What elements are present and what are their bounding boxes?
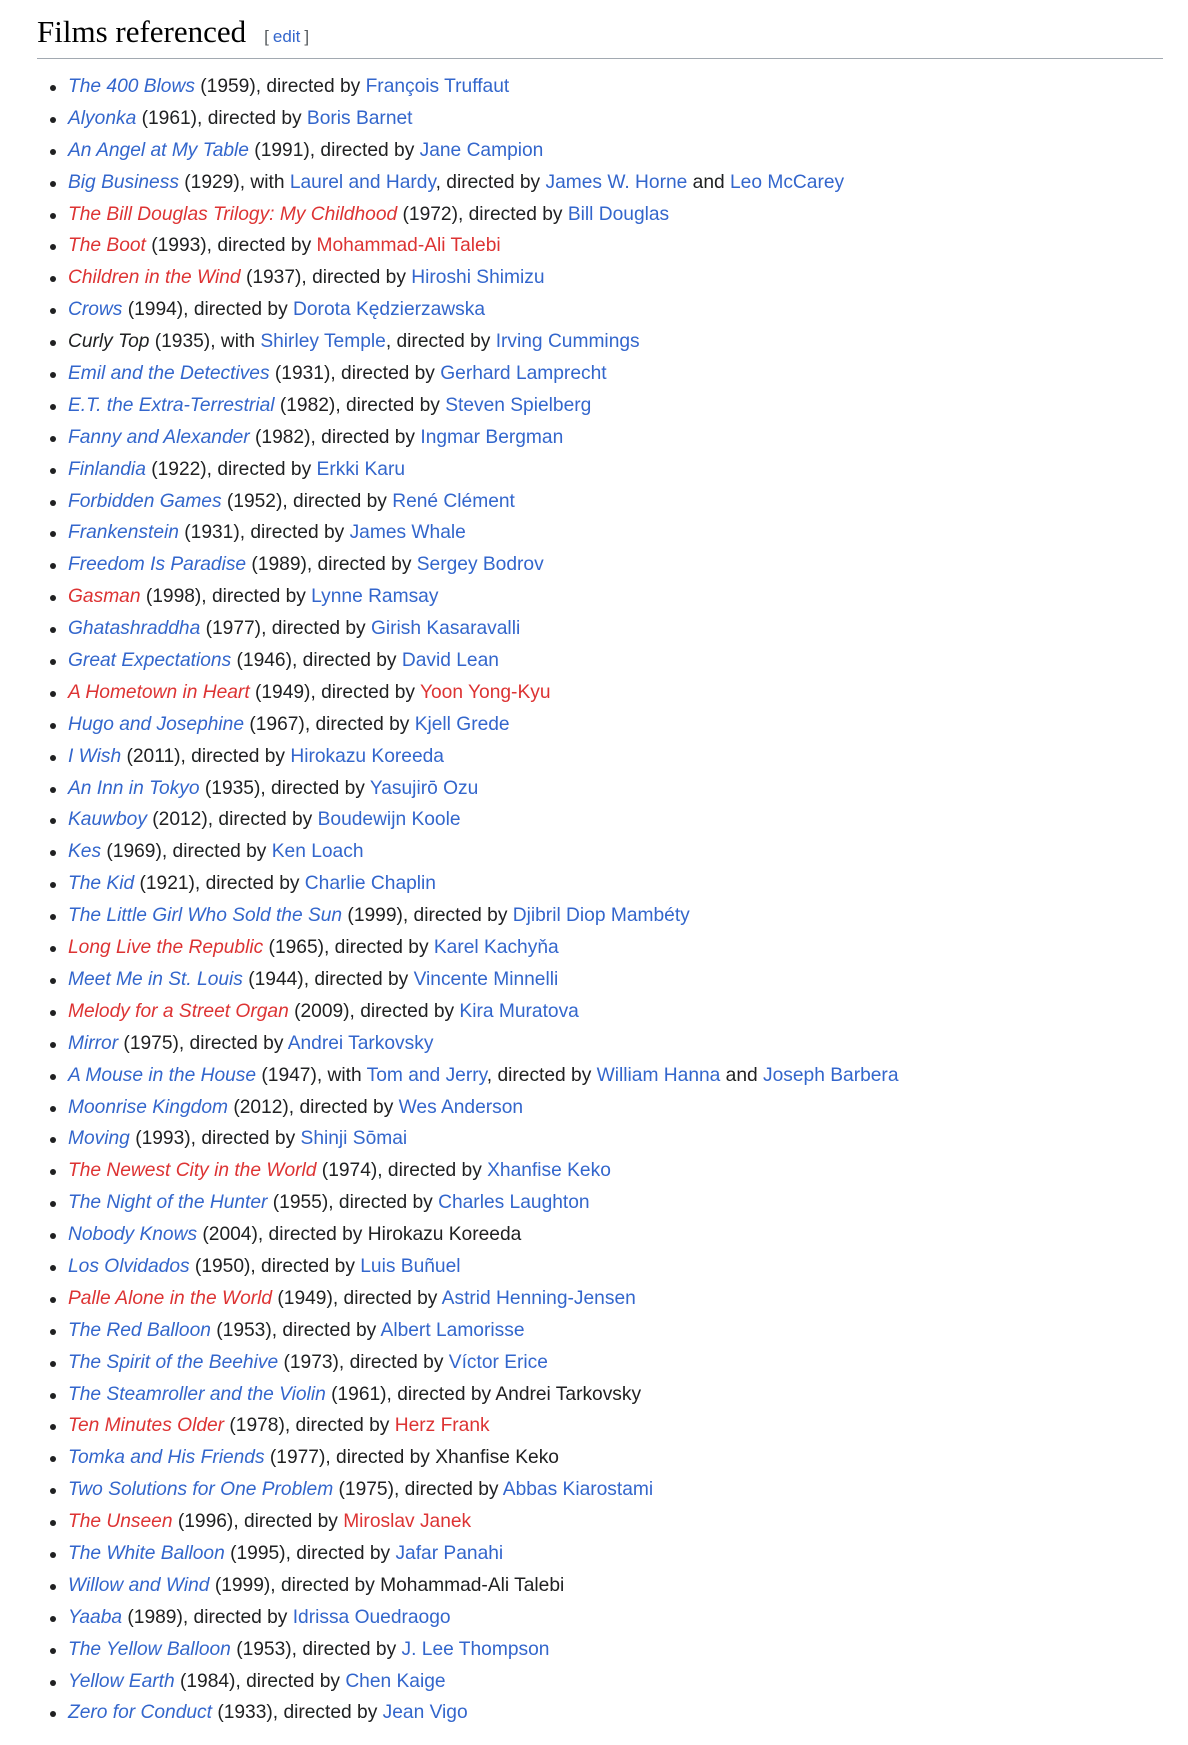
film-detail-text: (1989), directed by (122, 1606, 293, 1628)
list-item (50, 1410, 1163, 1442)
person-link[interactable]: Víctor Erice (448, 1351, 548, 1373)
film-title-link[interactable]: The Newest City in the World (68, 1160, 317, 1182)
film-detail-text: (1974), directed by (316, 1160, 488, 1182)
edit-bracket-close: ] (304, 27, 310, 46)
list-item (50, 741, 1163, 773)
film-title-link[interactable]: Forbidden Games (68, 490, 222, 512)
person-link[interactable]: Ken Loach (271, 841, 364, 863)
film-detail-text: (1944), directed by (242, 968, 414, 990)
person-link[interactable]: Idrissa Ouedraogo (292, 1606, 451, 1628)
person-link[interactable]: Shirley Temple (260, 331, 386, 353)
film-title-link[interactable]: The Night of the Hunter (68, 1192, 268, 1214)
person-link[interactable]: David Lean (401, 650, 499, 672)
film-title-link[interactable]: The Yellow Balloon (68, 1638, 231, 1660)
film-title-link[interactable]: Nobody Knows (68, 1224, 198, 1246)
film-detail-text: and (687, 171, 730, 193)
person-link[interactable]: Wes Anderson (398, 1096, 524, 1118)
film-detail-text: (1947), with (256, 1064, 367, 1086)
film-title-link[interactable]: The Red Balloon (68, 1319, 211, 1341)
film-detail-text: (1961), directed by (136, 107, 307, 129)
film-title-link[interactable]: Ten Minutes Older (68, 1415, 225, 1437)
list-item (50, 1442, 1163, 1474)
list-item (50, 836, 1163, 868)
film-title-link[interactable]: Kes (68, 841, 102, 863)
person-link[interactable]: Luis Buñuel (360, 1255, 461, 1277)
film-title-link[interactable]: The Kid (68, 873, 135, 895)
film-detail-text: (1953), directed by (230, 1638, 402, 1660)
list-item (50, 709, 1163, 741)
film-title-link[interactable]: Tomka and His Friends (68, 1447, 265, 1469)
list-item (50, 1315, 1163, 1347)
film-title-link[interactable]: Frankenstein (68, 522, 179, 544)
person-link[interactable]: Abbas Kiarostami (502, 1479, 654, 1501)
list-item (50, 517, 1163, 549)
list-item (50, 199, 1163, 231)
person-link[interactable]: Bill Douglas (567, 203, 670, 225)
film-detail-text: (1993), directed by (129, 1128, 301, 1150)
film-title-link[interactable]: The Bill Douglas Trilogy: My Childhood (68, 203, 398, 225)
list-item (50, 1092, 1163, 1124)
list-item (50, 1123, 1163, 1155)
person-link[interactable]: Charles Laughton (438, 1192, 590, 1214)
list-item (50, 932, 1163, 964)
film-detail-text: (1921), directed by (134, 873, 305, 895)
list-item (50, 1474, 1163, 1506)
person-link[interactable]: Jafar Panahi (395, 1542, 504, 1564)
film-title-link[interactable]: E.T. the Extra-Terrestrial (68, 394, 275, 416)
list-item (50, 486, 1163, 518)
section-title: Films referenced (37, 14, 247, 49)
list-item (50, 1666, 1163, 1698)
section-heading (37, 14, 1163, 59)
person-link[interactable]: François Truffaut (365, 76, 510, 97)
film-detail-text: (1975), directed by (118, 1032, 288, 1054)
film-detail-text: , directed by (486, 1064, 597, 1086)
film-title-link[interactable]: A Mouse in the House (68, 1064, 257, 1086)
film-detail-text: (1952), directed by (221, 490, 393, 512)
list-item (50, 71, 1163, 103)
person-link[interactable]: Jean Vigo (382, 1702, 468, 1724)
person-link[interactable]: Charlie Chaplin (304, 873, 436, 895)
film-detail-text: (1933), directed by (211, 1702, 383, 1724)
person-link[interactable]: Sergey Bodrov (416, 554, 544, 576)
list-item (50, 804, 1163, 836)
list-item (50, 1347, 1163, 1379)
film-detail-text: (1973), directed by (278, 1351, 449, 1373)
person-link[interactable]: Chen Kaige (345, 1670, 446, 1692)
film-title-link[interactable]: Finlandia (68, 458, 146, 480)
film-detail-text: (2012), directed by (146, 809, 318, 831)
film-detail-text: (1972), directed by (397, 203, 568, 225)
film-detail-text: (1996), directed by (172, 1511, 344, 1533)
film-detail-text: (1946), directed by (231, 650, 402, 672)
film-detail-text: (1998), directed by (140, 586, 312, 608)
person-link[interactable]: J. Lee Thompson (401, 1638, 550, 1660)
person-link[interactable]: René Clément (392, 490, 515, 512)
list-item (50, 549, 1163, 581)
film-title-link[interactable]: Willow and Wind (68, 1574, 210, 1596)
film-detail-text: (1978), directed by (224, 1415, 395, 1437)
film-title-link[interactable]: Mirror (68, 1032, 119, 1054)
list-item (50, 1602, 1163, 1634)
film-detail-text: (1937), directed by (240, 267, 412, 289)
film-list (37, 71, 1163, 1729)
film-title-link[interactable]: Moving (68, 1128, 130, 1150)
list-item (50, 1570, 1163, 1602)
person-link[interactable]: Girish Kasaravalli (370, 618, 521, 640)
film-title-link[interactable]: The White Balloon (68, 1542, 225, 1564)
film-detail-text: (1959), directed by (194, 76, 366, 97)
film-detail-text: (1969), directed by (101, 841, 272, 863)
person-link[interactable]: Joseph Barbera (763, 1064, 899, 1086)
person-link[interactable]: Shinji Sōmai (300, 1128, 408, 1150)
person-link[interactable]: James W. Horne (545, 171, 688, 193)
person-link[interactable]: Albert Lamorisse (380, 1319, 525, 1341)
list-item (50, 103, 1163, 135)
edit-bracket-open: [ (264, 27, 269, 46)
person-link[interactable]: Ingmar Bergman (420, 426, 564, 448)
list-item (50, 422, 1163, 454)
person-link[interactable]: Dorota Kędzierzawska (293, 299, 485, 321)
film-detail-text: (1967), directed by (244, 713, 415, 735)
person-link[interactable]: Karel Kachyňa (433, 937, 559, 959)
film-detail-text: (1935), directed by (199, 777, 370, 799)
person-link[interactable]: Boris Barnet (306, 107, 413, 129)
person-link[interactable]: William Hanna (596, 1064, 721, 1086)
person-link[interactable]: Hirokazu Koreeda (290, 745, 444, 767)
film-detail-text: (1931), directed by (269, 363, 441, 385)
film-title-link[interactable]: The Spirit of the Beehive (68, 1351, 279, 1373)
film-title-link[interactable]: I Wish (68, 745, 122, 767)
film-detail-text: (2004), directed by Hirokazu Koreeda (197, 1224, 522, 1246)
person-link[interactable]: Hiroshi Shimizu (411, 267, 545, 289)
list-item (50, 1060, 1163, 1092)
list-item (50, 167, 1163, 199)
film-title-link[interactable]: Palle Alone in the World (68, 1287, 273, 1309)
film-detail-text: (1965), directed by (263, 937, 434, 959)
person-link[interactable]: Xhanfise Keko (487, 1160, 611, 1182)
film-title-link[interactable]: Moonrise Kingdom (68, 1096, 228, 1118)
film-detail-text: (1999), directed by Mohammad-Ali Talebi (209, 1574, 565, 1596)
person-link[interactable]: Yasujirō Ozu (369, 777, 479, 799)
film-title-link[interactable]: The Boot (68, 235, 146, 257)
film-title-link[interactable]: Yellow Earth (68, 1670, 175, 1692)
film-detail-text: (1953), directed by (210, 1319, 381, 1341)
film-detail-text: (1949), directed by (249, 681, 420, 703)
person-link[interactable]: Djibril Diop Mambéty (512, 905, 690, 927)
list-item (50, 645, 1163, 677)
film-title-link[interactable]: An Inn in Tokyo (68, 777, 200, 799)
film-title-link[interactable]: Yaaba (68, 1606, 123, 1628)
list-item (50, 326, 1163, 358)
film-title-link[interactable]: Fanny and Alexander (68, 426, 250, 448)
film-title-link[interactable]: Crows (68, 299, 123, 321)
person-link[interactable]: Kira Muratova (459, 1000, 579, 1022)
film-detail-text: (1949), directed by (272, 1287, 442, 1309)
film-title-link[interactable]: Meet Me in St. Louis (68, 968, 243, 990)
person-link[interactable]: Boudewijn Koole (317, 809, 461, 831)
list-item (50, 996, 1163, 1028)
film-detail-text: (1989), directed by (246, 554, 417, 576)
film-detail-text: (1982), directed by (274, 394, 446, 416)
film-title-link[interactable]: An Angel at My Table (68, 139, 249, 161)
list-item (50, 230, 1163, 262)
list-item (50, 1251, 1163, 1283)
film-title-link[interactable]: Children in the Wind (68, 267, 241, 289)
film-detail-text: (1950), directed by (189, 1255, 361, 1277)
person-link[interactable]: Miroslav Janek (343, 1511, 472, 1533)
list-item (50, 773, 1163, 805)
film-detail-text: (1991), directed by (248, 139, 420, 161)
person-link[interactable]: Vincente Minnelli (413, 968, 559, 990)
list-item (50, 294, 1163, 326)
film-detail-text: (1994), directed by (122, 299, 294, 321)
film-detail-text: (1935), with (149, 331, 261, 353)
film-title-link[interactable]: Long Live the Republic (68, 937, 264, 959)
list-item (50, 1219, 1163, 1251)
film-title-link[interactable]: Freedom Is Paradise (68, 554, 247, 576)
person-link[interactable]: Tom and Jerry (366, 1064, 487, 1086)
person-link[interactable]: Jane Campion (419, 139, 544, 161)
film-title-link[interactable]: Two Solutions for One Problem (68, 1479, 334, 1501)
list-item (50, 1187, 1163, 1219)
person-link[interactable]: Steven Spielberg (445, 394, 592, 416)
film-title-link[interactable]: Los Olvidados (68, 1255, 190, 1277)
film-detail-text: (1984), directed by (174, 1670, 346, 1692)
film-title-link[interactable]: Alyonka (68, 107, 137, 129)
film-title-link[interactable]: A Hometown in Heart (68, 681, 250, 703)
film-detail-text: (1931), directed by (178, 522, 350, 544)
list-item (50, 1697, 1163, 1729)
list-item (50, 1379, 1163, 1411)
list-item (50, 964, 1163, 996)
film-title-link[interactable]: The Steamroller and the Violin (68, 1383, 326, 1405)
list-item (50, 581, 1163, 613)
list-item (50, 1506, 1163, 1538)
edit-section (264, 27, 309, 47)
film-title-link[interactable]: Zero for Conduct (68, 1702, 212, 1724)
person-link[interactable]: Gerhard Lamprecht (440, 363, 607, 385)
film-detail-text: (1982), directed by (249, 426, 421, 448)
film-detail-text: (1955), directed by (267, 1192, 439, 1214)
person-link[interactable]: Kjell Grede (414, 713, 510, 735)
film-detail-text: and (720, 1064, 764, 1086)
film-detail-text: (2012), directed by (227, 1096, 399, 1118)
film-title-link[interactable]: The 400 Blows (68, 76, 195, 97)
edit-link[interactable]: edit (272, 27, 301, 46)
film-detail-text: (1977), directed by (200, 618, 371, 640)
person-link[interactable]: Yoon Yong-Kyu (419, 681, 551, 703)
list-item (50, 900, 1163, 932)
film-detail-text: , directed by (435, 171, 546, 193)
film-title-link[interactable]: Great Expectations (68, 650, 232, 672)
person-link[interactable]: Irving Cummings (495, 331, 640, 353)
list-item (50, 358, 1163, 390)
film-detail-text: (1929), with (178, 171, 290, 193)
person-link[interactable]: Erkki Karu (316, 458, 406, 480)
film-title-link[interactable]: Big Business (68, 171, 179, 193)
film-detail-text: (2009), directed by (288, 1000, 460, 1022)
person-link[interactable]: Laurel and Hardy (289, 171, 436, 193)
person-link[interactable]: Andrei Tarkovsky (287, 1032, 434, 1054)
film-title-link: Curly Top (68, 331, 150, 353)
list-item (50, 262, 1163, 294)
person-link[interactable]: Lynne Ramsay (311, 586, 439, 608)
film-detail-text: (1975), directed by (333, 1479, 503, 1501)
film-title-link[interactable]: Gasman (68, 586, 141, 608)
film-detail-text: (2011), directed by (121, 745, 291, 767)
person-link[interactable]: Astrid Henning-Jensen (441, 1287, 636, 1309)
film-title-link[interactable]: Ghatashraddha (68, 618, 201, 640)
film-detail-text: (1977), directed by Xhanfise Keko (264, 1447, 559, 1469)
list-item (50, 390, 1163, 422)
film-detail-text: (1995), directed by (224, 1542, 396, 1564)
list-item (50, 613, 1163, 645)
list-item (50, 1538, 1163, 1570)
film-detail-text: (1993), directed by (145, 235, 317, 257)
list-item (50, 868, 1163, 900)
film-title-link[interactable]: Melody for a Street Organ (68, 1000, 289, 1022)
film-detail-text: , directed by (385, 331, 496, 353)
film-detail-text: (1961), directed by Andrei Tarkovsky (325, 1383, 642, 1405)
list-item (50, 454, 1163, 486)
person-link[interactable]: James Whale (349, 522, 466, 544)
list-item (50, 677, 1163, 709)
film-title-link[interactable]: The Little Girl Who Sold the Sun (68, 905, 343, 927)
list-item (50, 1028, 1163, 1060)
list-item (50, 1283, 1163, 1315)
person-link[interactable]: Leo McCarey (730, 171, 845, 193)
film-detail-text: (1999), directed by (342, 905, 513, 927)
film-title-link[interactable]: Hugo and Josephine (68, 713, 245, 735)
list-item (50, 1155, 1163, 1187)
person-link[interactable]: Mohammad-Ali Talebi (316, 235, 501, 257)
film-detail-text: (1922), directed by (145, 458, 317, 480)
list-item (50, 1634, 1163, 1666)
person-link[interactable]: Herz Frank (394, 1415, 490, 1437)
film-title-link[interactable]: The Unseen (68, 1511, 173, 1533)
list-item (50, 135, 1163, 167)
film-title-link[interactable]: Emil and the Detectives (68, 363, 270, 385)
film-title-link[interactable]: Kauwboy (68, 809, 147, 831)
